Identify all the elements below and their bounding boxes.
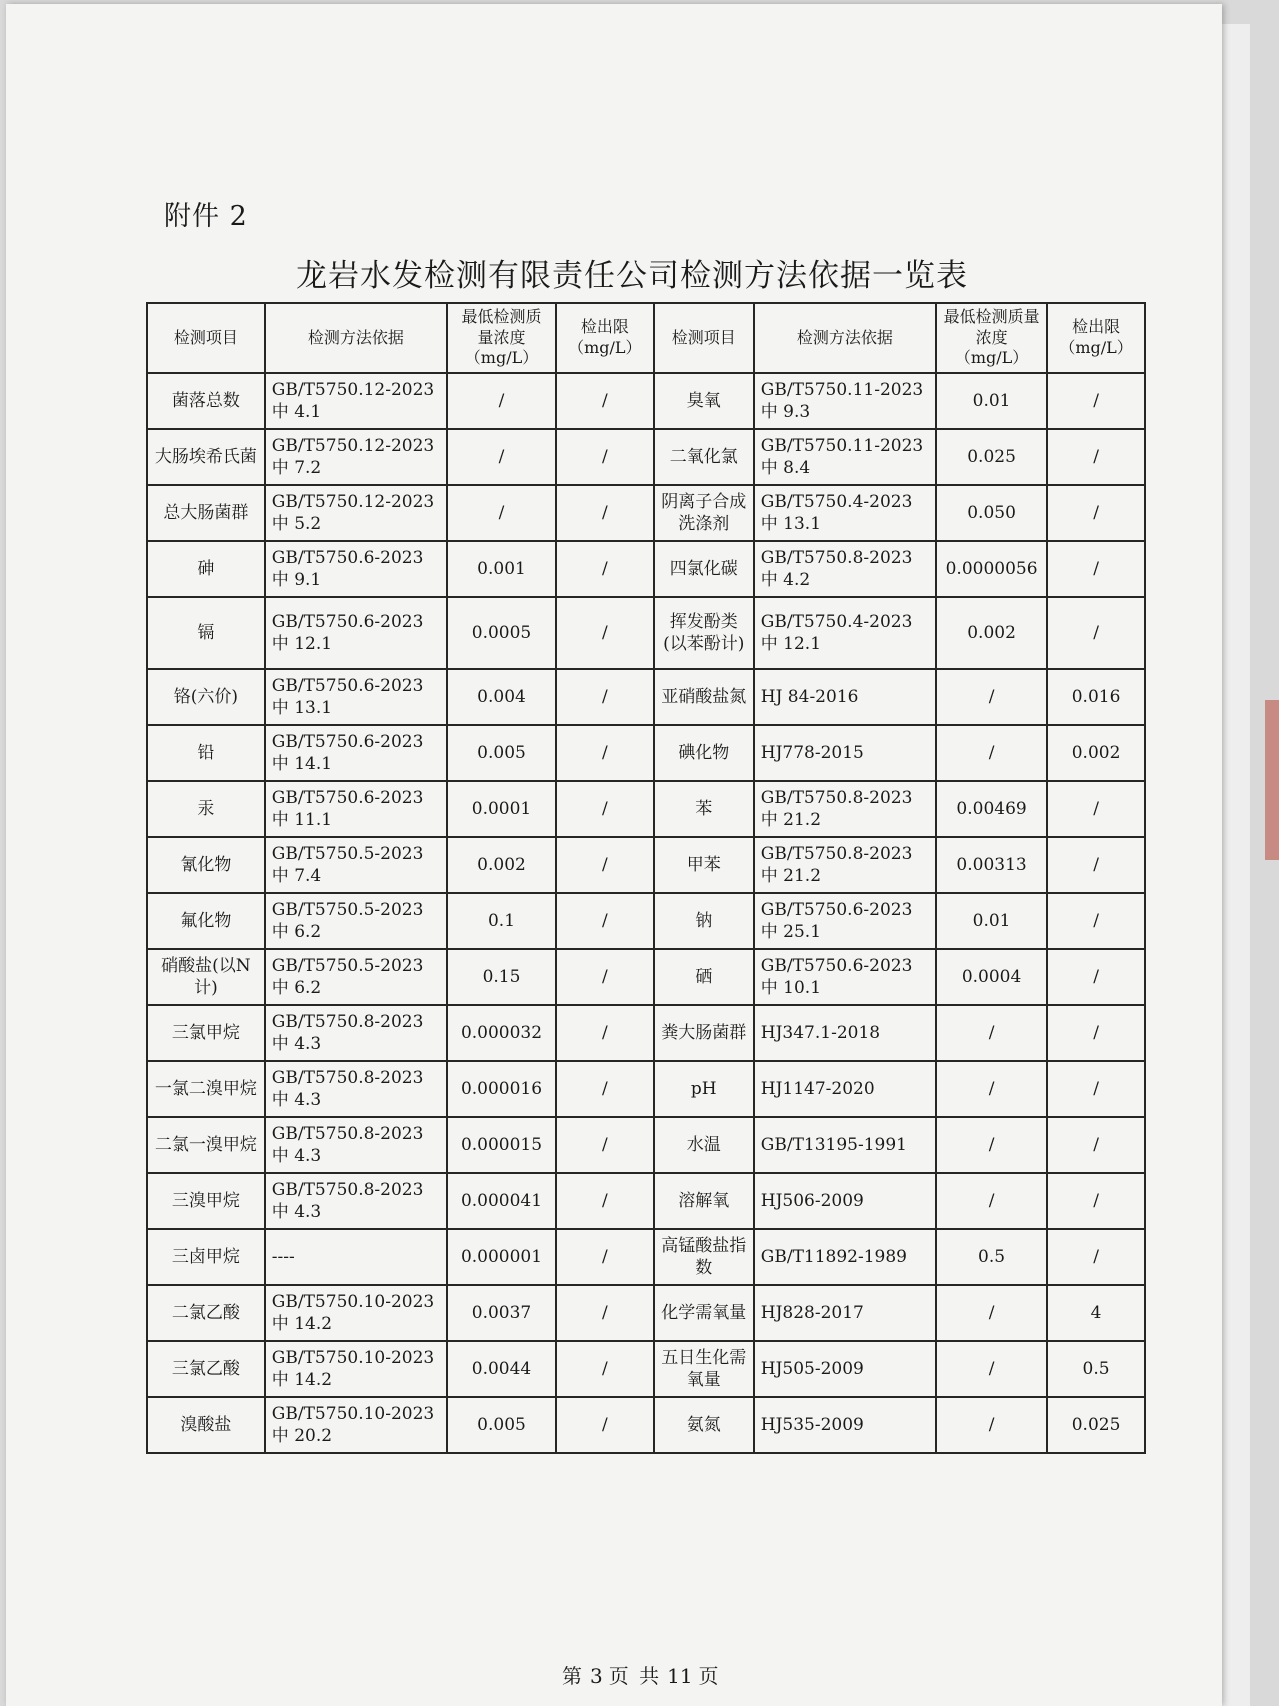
cell-min-concentration: 0.0001 bbox=[447, 781, 556, 837]
cell-min-concentration: / bbox=[936, 1005, 1047, 1061]
cell-item-name: 铅 bbox=[147, 725, 265, 781]
table-row bbox=[147, 1285, 1145, 1341]
table-row bbox=[147, 1117, 1145, 1173]
cell-min-concentration: 0.00313 bbox=[936, 837, 1047, 893]
cell-method-basis: GB/T5750.6-2023 中 14.1 bbox=[265, 725, 447, 781]
cell-method-basis: GB/T5750.4-2023 中 13.1 bbox=[754, 485, 936, 541]
cell-detection-limit: / bbox=[1047, 1173, 1145, 1229]
background-edge bbox=[1265, 700, 1279, 860]
cell-method-basis: HJ828-2017 bbox=[754, 1285, 936, 1341]
cell-min-concentration: 0.1 bbox=[447, 893, 556, 949]
cell-detection-limit: 0.5 bbox=[1047, 1341, 1145, 1397]
cell-method-basis: HJ506-2009 bbox=[754, 1173, 936, 1229]
cell-method-basis: GB/T13195-1991 bbox=[754, 1117, 936, 1173]
cell-min-concentration: / bbox=[936, 1341, 1047, 1397]
cell-item-name: 氰化物 bbox=[147, 837, 265, 893]
cell-detection-limit: / bbox=[1047, 541, 1145, 597]
table-row bbox=[147, 485, 1145, 541]
cell-min-concentration: 0.000001 bbox=[447, 1229, 556, 1285]
cell-item-name: 氟化物 bbox=[147, 893, 265, 949]
cell-method-basis: GB/T5750.12-2023 中 5.2 bbox=[265, 485, 447, 541]
cell-min-concentration: / bbox=[936, 1117, 1047, 1173]
cell-detection-limit: / bbox=[1047, 837, 1145, 893]
cell-detection-limit: / bbox=[556, 1397, 654, 1453]
cell-detection-limit: / bbox=[556, 893, 654, 949]
cell-min-concentration: / bbox=[936, 1173, 1047, 1229]
cell-item-name: 粪大肠菌群 bbox=[654, 1005, 754, 1061]
cell-min-concentration: 0.050 bbox=[936, 485, 1047, 541]
table-row bbox=[147, 1005, 1145, 1061]
cell-detection-limit: / bbox=[556, 1173, 654, 1229]
cell-method-basis: HJ778-2015 bbox=[754, 725, 936, 781]
cell-method-basis: ---- bbox=[265, 1229, 447, 1285]
cell-method-basis: GB/T5750.5-2023 中 6.2 bbox=[265, 949, 447, 1005]
cell-item-name: 水温 bbox=[654, 1117, 754, 1173]
cell-detection-limit: / bbox=[556, 373, 654, 429]
cell-min-concentration: 0.01 bbox=[936, 373, 1047, 429]
cell-item-name: 铬(六价) bbox=[147, 669, 265, 725]
cell-item-name: 硒 bbox=[654, 949, 754, 1005]
cell-detection-limit: / bbox=[556, 725, 654, 781]
cell-item-name: 硝酸盐(以N计) bbox=[147, 949, 265, 1005]
cell-detection-limit: / bbox=[556, 1005, 654, 1061]
cell-min-concentration: 0.0037 bbox=[447, 1285, 556, 1341]
cell-detection-limit: / bbox=[556, 781, 654, 837]
header-method: 检测方法依据 bbox=[265, 303, 447, 373]
cell-detection-limit: / bbox=[556, 1229, 654, 1285]
cell-item-name: 化学需氧量 bbox=[654, 1285, 754, 1341]
table-row bbox=[147, 949, 1145, 1005]
cell-method-basis: GB/T5750.10-2023 中 14.2 bbox=[265, 1285, 447, 1341]
header-item: 检测项目 bbox=[654, 303, 754, 373]
cell-item-name: 三氯乙酸 bbox=[147, 1341, 265, 1397]
cell-detection-limit: / bbox=[556, 949, 654, 1005]
header-item: 检测项目 bbox=[147, 303, 265, 373]
table-header-row bbox=[147, 303, 1145, 373]
cell-item-name: 钠 bbox=[654, 893, 754, 949]
cell-item-name: 五日生化需氧量 bbox=[654, 1341, 754, 1397]
cell-method-basis: GB/T5750.6-2023 中 9.1 bbox=[265, 541, 447, 597]
methods-table bbox=[146, 302, 1146, 1454]
cell-item-name: 三氯甲烷 bbox=[147, 1005, 265, 1061]
cell-item-name: 大肠埃希氏菌 bbox=[147, 429, 265, 485]
cell-method-basis: GB/T5750.8-2023 中 4.3 bbox=[265, 1005, 447, 1061]
cell-method-basis: GB/T5750.12-2023 中 7.2 bbox=[265, 429, 447, 485]
cell-detection-limit: / bbox=[556, 837, 654, 893]
table-row bbox=[147, 725, 1145, 781]
cell-item-name: 三卤甲烷 bbox=[147, 1229, 265, 1285]
table-row bbox=[147, 669, 1145, 725]
cell-min-concentration: 0.000015 bbox=[447, 1117, 556, 1173]
cell-item-name: 氨氮 bbox=[654, 1397, 754, 1453]
cell-min-concentration: 0.0004 bbox=[936, 949, 1047, 1005]
cell-method-basis: GB/T5750.6-2023 中 11.1 bbox=[265, 781, 447, 837]
cell-min-concentration: / bbox=[447, 373, 556, 429]
page-footer bbox=[562, 1660, 721, 1689]
cell-item-name: 总大肠菌群 bbox=[147, 485, 265, 541]
cell-item-name: 菌落总数 bbox=[147, 373, 265, 429]
cell-min-concentration: / bbox=[936, 1285, 1047, 1341]
cell-min-concentration: 0.000041 bbox=[447, 1173, 556, 1229]
cell-method-basis: GB/T5750.10-2023 中 20.2 bbox=[265, 1397, 447, 1453]
header-method: 检测方法依据 bbox=[754, 303, 936, 373]
cell-min-concentration: / bbox=[447, 485, 556, 541]
cell-min-concentration: 0.000016 bbox=[447, 1061, 556, 1117]
cell-detection-limit: / bbox=[1047, 1117, 1145, 1173]
cell-method-basis: GB/T5750.8-2023 中 4.3 bbox=[265, 1117, 447, 1173]
cell-min-concentration: / bbox=[936, 669, 1047, 725]
cell-min-concentration: 0.15 bbox=[447, 949, 556, 1005]
cell-detection-limit: / bbox=[556, 485, 654, 541]
cell-detection-limit: / bbox=[556, 1285, 654, 1341]
footer-prefix: 第 bbox=[562, 1664, 584, 1688]
attachment-label: 附件 2 bbox=[164, 201, 248, 232]
cell-detection-limit: 0.016 bbox=[1047, 669, 1145, 725]
cell-min-concentration: 0.00469 bbox=[936, 781, 1047, 837]
cell-method-basis: GB/T5750.12-2023 中 4.1 bbox=[265, 373, 447, 429]
cell-item-name: pH bbox=[654, 1061, 754, 1117]
cell-detection-limit: 0.002 bbox=[1047, 725, 1145, 781]
cell-detection-limit: / bbox=[1047, 781, 1145, 837]
cell-detection-limit: 0.025 bbox=[1047, 1397, 1145, 1453]
header-detection-limit: 检出限（mg/L） bbox=[1047, 303, 1145, 373]
cell-method-basis: HJ347.1-2018 bbox=[754, 1005, 936, 1061]
cell-item-name: 溶解氧 bbox=[654, 1173, 754, 1229]
cell-min-concentration: 0.001 bbox=[447, 541, 556, 597]
table-row bbox=[147, 541, 1145, 597]
cell-min-concentration: 0.5 bbox=[936, 1229, 1047, 1285]
table-row bbox=[147, 1061, 1145, 1117]
cell-method-basis: HJ535-2009 bbox=[754, 1397, 936, 1453]
cell-method-basis: GB/T5750.10-2023 中 14.2 bbox=[265, 1341, 447, 1397]
cell-item-name: 亚硝酸盐氮 bbox=[654, 669, 754, 725]
cell-item-name: 镉 bbox=[147, 597, 265, 669]
page-number: 3 bbox=[590, 1664, 603, 1688]
header-min-concentration: 最低检测质量浓度（mg/L） bbox=[447, 303, 556, 373]
cell-min-concentration: 0.01 bbox=[936, 893, 1047, 949]
cell-min-concentration: 0.004 bbox=[447, 669, 556, 725]
cell-item-name: 三溴甲烷 bbox=[147, 1173, 265, 1229]
cell-method-basis: GB/T5750.5-2023 中 6.2 bbox=[265, 893, 447, 949]
footer-suffix: 页 bbox=[698, 1664, 721, 1688]
cell-detection-limit: / bbox=[1047, 597, 1145, 669]
cell-detection-limit: / bbox=[556, 597, 654, 669]
cell-method-basis: GB/T5750.5-2023 中 7.4 bbox=[265, 837, 447, 893]
cell-method-basis: GB/T5750.4-2023 中 12.1 bbox=[754, 597, 936, 669]
cell-min-concentration: 0.002 bbox=[447, 837, 556, 893]
cell-detection-limit: / bbox=[556, 1341, 654, 1397]
cell-detection-limit: / bbox=[556, 1117, 654, 1173]
cell-item-name: 砷 bbox=[147, 541, 265, 597]
cell-detection-limit: / bbox=[556, 541, 654, 597]
cell-detection-limit: / bbox=[1047, 1005, 1145, 1061]
cell-min-concentration: 0.0044 bbox=[447, 1341, 556, 1397]
cell-min-concentration: 0.0005 bbox=[447, 597, 556, 669]
cell-min-concentration: 0.005 bbox=[447, 1397, 556, 1453]
cell-item-name: 臭氧 bbox=[654, 373, 754, 429]
cell-min-concentration: 0.025 bbox=[936, 429, 1047, 485]
table-row bbox=[147, 1229, 1145, 1285]
cell-detection-limit: / bbox=[1047, 949, 1145, 1005]
cell-method-basis: GB/T5750.8-2023 中 4.3 bbox=[265, 1173, 447, 1229]
cell-item-name: 挥发酚类(以苯酚计) bbox=[654, 597, 754, 669]
cell-item-name: 高锰酸盐指数 bbox=[654, 1229, 754, 1285]
cell-detection-limit: / bbox=[556, 669, 654, 725]
cell-item-name: 汞 bbox=[147, 781, 265, 837]
cell-detection-limit: 4 bbox=[1047, 1285, 1145, 1341]
cell-method-basis: GB/T5750.8-2023 中 4.3 bbox=[265, 1061, 447, 1117]
cell-detection-limit: / bbox=[1047, 893, 1145, 949]
cell-method-basis: GB/T5750.6-2023 中 13.1 bbox=[265, 669, 447, 725]
table-row bbox=[147, 1397, 1145, 1453]
table-row bbox=[147, 893, 1145, 949]
cell-item-name: 二氯乙酸 bbox=[147, 1285, 265, 1341]
cell-detection-limit: / bbox=[556, 1061, 654, 1117]
page-total: 11 bbox=[667, 1664, 693, 1688]
cell-item-name: 溴酸盐 bbox=[147, 1397, 265, 1453]
cell-min-concentration: 0.000032 bbox=[447, 1005, 556, 1061]
cell-method-basis: GB/T5750.11-2023 中 8.4 bbox=[754, 429, 936, 485]
footer-middle: 页 共 bbox=[608, 1664, 662, 1688]
cell-item-name: 一氯二溴甲烷 bbox=[147, 1061, 265, 1117]
header-min-concentration: 最低检测质量浓度（mg/L） bbox=[936, 303, 1047, 373]
table-row bbox=[147, 597, 1145, 669]
cell-min-concentration: 0.002 bbox=[936, 597, 1047, 669]
cell-method-basis: GB/T5750.6-2023 中 10.1 bbox=[754, 949, 936, 1005]
cell-item-name: 四氯化碳 bbox=[654, 541, 754, 597]
cell-method-basis: GB/T11892-1989 bbox=[754, 1229, 936, 1285]
cell-min-concentration: 0.0000056 bbox=[936, 541, 1047, 597]
document-title: 龙岩水发检测有限责任公司检测方法依据一览表 bbox=[296, 258, 968, 294]
table-row bbox=[147, 373, 1145, 429]
table-row bbox=[147, 1173, 1145, 1229]
table-row bbox=[147, 837, 1145, 893]
cell-item-name: 苯 bbox=[654, 781, 754, 837]
document-page bbox=[6, 4, 1222, 1706]
cell-detection-limit: / bbox=[1047, 1061, 1145, 1117]
cell-item-name: 阴离子合成洗涤剂 bbox=[654, 485, 754, 541]
cell-method-basis: GB/T5750.8-2023 中 21.2 bbox=[754, 837, 936, 893]
cell-min-concentration: / bbox=[447, 429, 556, 485]
table-row bbox=[147, 1341, 1145, 1397]
cell-item-name: 甲苯 bbox=[654, 837, 754, 893]
cell-method-basis: GB/T5750.8-2023 中 21.2 bbox=[754, 781, 936, 837]
cell-detection-limit: / bbox=[556, 429, 654, 485]
cell-method-basis: HJ1147-2020 bbox=[754, 1061, 936, 1117]
cell-min-concentration: / bbox=[936, 725, 1047, 781]
cell-detection-limit: / bbox=[1047, 429, 1145, 485]
header-detection-limit: 检出限（mg/L） bbox=[556, 303, 654, 373]
cell-detection-limit: / bbox=[1047, 1229, 1145, 1285]
cell-item-name: 碘化物 bbox=[654, 725, 754, 781]
cell-method-basis: HJ505-2009 bbox=[754, 1341, 936, 1397]
cell-method-basis: HJ 84-2016 bbox=[754, 669, 936, 725]
cell-item-name: 二氧化氯 bbox=[654, 429, 754, 485]
cell-detection-limit: / bbox=[1047, 373, 1145, 429]
table-row bbox=[147, 429, 1145, 485]
cell-min-concentration: 0.005 bbox=[447, 725, 556, 781]
cell-detection-limit: / bbox=[1047, 485, 1145, 541]
cell-method-basis: GB/T5750.8-2023 中 4.2 bbox=[754, 541, 936, 597]
cell-item-name: 二氯一溴甲烷 bbox=[147, 1117, 265, 1173]
table-row bbox=[147, 781, 1145, 837]
cell-min-concentration: / bbox=[936, 1397, 1047, 1453]
cell-method-basis: GB/T5750.6-2023 中 25.1 bbox=[754, 893, 936, 949]
cell-min-concentration: / bbox=[936, 1061, 1047, 1117]
cell-method-basis: GB/T5750.6-2023 中 12.1 bbox=[265, 597, 447, 669]
cell-method-basis: GB/T5750.11-2023 中 9.3 bbox=[754, 373, 936, 429]
